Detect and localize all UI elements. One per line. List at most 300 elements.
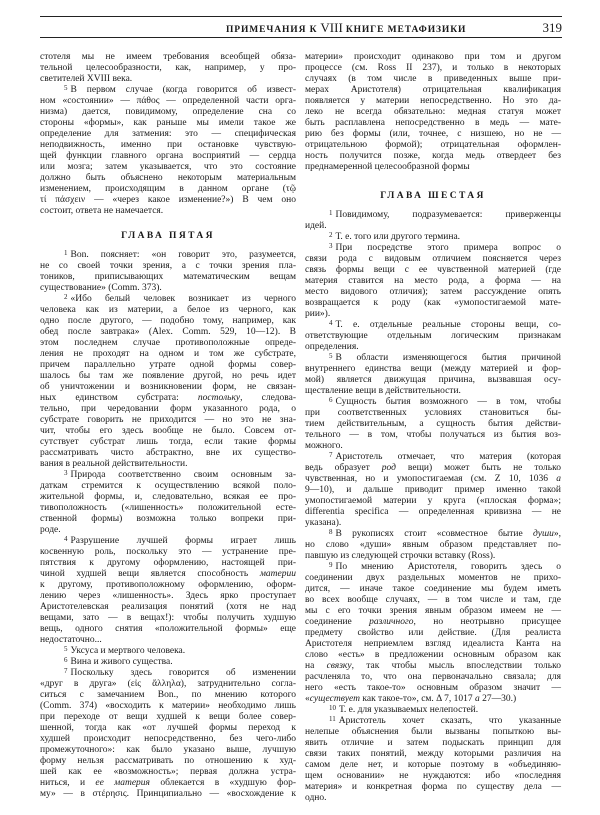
text-line (305, 683, 561, 694)
text-line (305, 540, 561, 551)
title-pre: ПРИМЕЧАНИЯ К (226, 25, 318, 35)
italic-text: род (381, 463, 396, 473)
line-text: отрицательною формой); отрицательная оформлен- (305, 140, 561, 150)
line-text: тием действительным, а сущность бытия действи- (305, 419, 561, 429)
line-text: преднамеренной целесообразной формы (305, 162, 470, 172)
text-line (40, 734, 296, 745)
footnote (40, 470, 296, 536)
line-text: соединении двух раздельных моментов не прихо- (305, 573, 561, 583)
text-line (40, 602, 296, 613)
footnote (305, 320, 561, 353)
line-text: расчленяла то, что она первоначально связала; для (305, 672, 561, 682)
line-text: предмету свойство или действие. (Для реалиста (305, 628, 561, 638)
text-line (305, 441, 561, 452)
footnote-number: 11 (329, 715, 336, 723)
line-text: жительной формы, и, следовательно, всякая ее про- (40, 492, 296, 502)
italic-text: ее материя (95, 778, 150, 788)
text-line (40, 767, 296, 778)
line-text: Природа соответственно своим основным за- (70, 470, 296, 480)
text-line (40, 712, 296, 723)
text-line (305, 151, 561, 162)
text-line (40, 525, 296, 536)
line-text: Аристотелевская реализация понятий (хотя не над (40, 602, 296, 612)
text-line (305, 650, 561, 661)
line-text: но слово «души» явным образом представляет по- (305, 540, 561, 550)
line-text: к другому, противоположному оформлению, оформ- (40, 580, 296, 590)
text-line (305, 639, 561, 650)
text-line (40, 294, 296, 305)
italic-text: постольку (197, 393, 241, 403)
line-text: связь формы вещи с ее чувственной материей (где (305, 265, 561, 275)
text-line (40, 63, 296, 74)
line-text: как такое-то», см. Δ 7, 1017 (360, 694, 476, 704)
line-text: стотеля мы не имеем требования всеобщей обяза- (40, 52, 296, 62)
footnote-number: 8 (329, 528, 333, 536)
text-line (40, 789, 296, 800)
line-text: процессе (см. Ross II 237), и только в некоторых (305, 63, 561, 73)
text-line (305, 716, 561, 727)
text-line (40, 591, 296, 602)
text-line (40, 393, 296, 404)
text-line (305, 254, 561, 265)
line-text: неподвижность, именно при остановке чувствую- (40, 140, 296, 150)
line-text: существование» (Comm. 373). (40, 283, 162, 293)
line-text: шалось бы там же появление другой, но речь идет (40, 371, 296, 381)
line-text: связи таких понятий, между которыми различия на (305, 749, 561, 759)
text-line (40, 569, 296, 580)
italic-text: различного (369, 617, 414, 627)
line-text: него «есть такое-то» основным образом значит — (305, 683, 561, 693)
line-text: При посредстве этого примера вопрос о (335, 243, 561, 253)
line-text: Bon. поясняет: «он говорит это, разумеется, (70, 250, 296, 260)
line-text: должно быть объяснено некоторым материальным (40, 173, 296, 183)
text-line (305, 529, 561, 540)
line-text: промежуточного»: как было указано выше, лучшую (40, 745, 296, 755)
footnote-number: 10 (329, 704, 336, 712)
line-text: шенной, тогда как «от лучшей формы переход к (40, 723, 296, 733)
text-line (305, 140, 561, 151)
line-text: форму нельзя рассматривать по отношению к худ- (40, 756, 296, 766)
line-text: В первом случае (когда говорится об извест- (70, 85, 296, 95)
text-line (305, 584, 561, 595)
footnote-number: 4 (64, 535, 68, 543)
text-line (40, 338, 296, 349)
line-text: ность получится позже, когда медь отвердеет без (305, 151, 561, 161)
line-text: самом деле нет, и которые поэтому в «объединяю- (305, 760, 561, 770)
text-line (40, 624, 296, 635)
line-text: В области изменяющегося бытия причиной (335, 353, 561, 363)
line-text: даткам стремится к осуществлению всякой поло- (40, 481, 296, 491)
text-line (40, 327, 296, 338)
text-line (40, 635, 296, 646)
text-line (40, 558, 296, 569)
footnote (305, 716, 561, 804)
italic-text: материи (259, 569, 296, 579)
footnote (305, 705, 561, 716)
line-text: лению через «лишенность». Здесь ярко проступает (40, 591, 296, 601)
text-line (40, 778, 296, 789)
line-text: вещь, одного снятия «положительной формы» еще (40, 624, 296, 634)
italic-text: души (533, 529, 554, 539)
text-line (40, 756, 296, 767)
line-text: Т. е. того или другого термина. (335, 232, 461, 242)
text-line (305, 474, 561, 485)
text-line (305, 694, 561, 705)
line-text: мы с его точки зрения явным образом имеем не — (305, 606, 561, 616)
line-text: идей. (305, 221, 327, 231)
line-text: чиной худшей вещи является способность (40, 569, 260, 579)
footnote-number: 4 (329, 319, 333, 327)
line-text: или мозга; затем указывается, что это состояние (40, 162, 296, 172)
line-text: недостаточно... (40, 635, 102, 645)
text-line (305, 265, 561, 276)
text-line (40, 305, 296, 316)
text-line (305, 595, 561, 606)
line-text: Аристотеля неприемлем взгляд идеалиста Канта на (305, 639, 561, 649)
text-line (305, 661, 561, 672)
text-line (305, 74, 561, 85)
line-text: щем основании» не нуждаются: ибо «последняя (305, 771, 561, 781)
line-text: «друг в друга» (εἰς ἄλληλα), затруднительно согла- (40, 679, 296, 689)
title-post: КНИГЕ МЕТАФИЗИКИ (345, 25, 467, 35)
text-line (305, 562, 561, 573)
line-text: мерах Аристотеля) отрицательная квалификация (305, 85, 561, 95)
line-text: тоников, приписывающих математическим вещам (40, 272, 296, 282)
line-text: случаях (в том числе в приведенных выше при- (305, 74, 561, 84)
text-line (305, 496, 561, 507)
text-line (305, 162, 561, 173)
text-line (305, 129, 561, 140)
text-line (40, 52, 296, 63)
text-line (40, 668, 296, 679)
text-line (40, 96, 296, 107)
line-text: ных единством субстрата: (40, 393, 198, 403)
line-text: облекается в «худшую фор- (149, 778, 297, 788)
line-text: пятствия к другому оформлению, настоящей при- (40, 558, 296, 568)
text-line (40, 745, 296, 756)
text-line (40, 426, 296, 437)
text-line (40, 129, 296, 140)
line-text: сутствует субстрат лишь тогда, если такие формы (40, 437, 296, 447)
line-text: причем параллельно утрате одной формы совер- (40, 360, 296, 370)
line-text: определение для затмения: это — специфическая (40, 129, 296, 139)
line-text: одно после другого, — подобно тому, например, как (40, 316, 296, 326)
line-text: явить отличие и затем подыскать принцип для (305, 738, 561, 748)
text-line (40, 646, 296, 657)
text-line (305, 419, 561, 430)
footnote-number: 3 (64, 469, 68, 477)
footnote (40, 294, 296, 470)
text-line (305, 331, 561, 342)
text-line (40, 173, 296, 184)
line-text: шей как ее «возможность»; первая должна устра- (40, 767, 296, 777)
line-text: человека как из материи, а белое из черного, как (40, 305, 296, 315)
text-line (305, 705, 561, 716)
text-line (305, 452, 561, 463)
line-text: леко не всегда обязательно: медная статуя может (305, 107, 561, 117)
header-rule-bottom (40, 37, 562, 38)
line-text: быть расплавлена непосредственно в медь — мате- (305, 118, 561, 128)
text-line (40, 492, 296, 503)
line-text: рию без формы (или, точнее, с низшею, но не — (305, 129, 561, 139)
footnote (40, 646, 296, 657)
text-line (40, 349, 296, 360)
line-text: этом последнем случае противоположные опреде- (40, 338, 296, 348)
text-line (305, 276, 561, 287)
line-text: при соответственных условиях становиться бы- (305, 408, 561, 418)
text-line (305, 221, 561, 232)
line-text: , но неотрывно присущее (413, 617, 561, 627)
text-line (305, 760, 561, 771)
text-line (40, 415, 296, 426)
line-text: умопостигаемой материи у круга («плоская форма»; (305, 496, 561, 506)
text-line (305, 551, 561, 562)
line-text: Повидимому, подразумевается: приверженцы (335, 210, 561, 220)
line-text: Т. е. отдельные реальные стороны вещи, со- (335, 320, 561, 330)
line-text: ном «состоянии» — πάθος — определенной части орга- (40, 96, 296, 106)
line-text: щей функции главного органа восприятий — сердца (40, 151, 296, 161)
line-text: ществление вещи в действительности. (305, 386, 461, 396)
text-line (40, 85, 296, 96)
text-line (40, 481, 296, 492)
text-line (40, 547, 296, 558)
text-line (40, 503, 296, 514)
text-line (305, 309, 561, 320)
text-line (305, 52, 561, 63)
footnote (305, 243, 561, 320)
text-line (40, 151, 296, 162)
left-column (40, 52, 296, 800)
line-text: ления не проходят на одном и том же субстрате, (40, 349, 296, 359)
text-line (305, 118, 561, 129)
line-text: появляется у материи непосредственно. Но это да- (305, 96, 561, 106)
line-text: (Comm. 374) «восходить к материи» необходимо лишь (40, 701, 296, 711)
text-line (40, 261, 296, 272)
text-line (40, 206, 296, 217)
line-text: рии»). (305, 309, 331, 319)
line-text: не со своей точки зрения, а с точки зрения пла- (40, 261, 296, 271)
line-text: материи» происходит одинаково при том и другом (305, 52, 561, 62)
line-text: рассматривать чисто абстрактно, вне их существо- (40, 448, 296, 458)
text-line (40, 679, 296, 690)
line-text: светителей XVIII века. (40, 74, 133, 84)
text-line (305, 243, 561, 254)
text-line (40, 448, 296, 459)
text-line (40, 195, 296, 206)
text-line (305, 617, 561, 628)
footnote-continuation (40, 52, 296, 85)
footnote (305, 529, 561, 562)
text-line (40, 613, 296, 624)
line-text: роде. (40, 525, 61, 535)
line-text: при переходе от вещи худшей к вещи более совер- (40, 712, 296, 722)
line-text: материя» и конкретная форма по существу дела — (305, 782, 561, 792)
line-text: нелепые объяснения были вызваны попыткою вы- (305, 727, 561, 737)
footnote (305, 210, 561, 232)
running-head-title (226, 22, 466, 36)
line-text: внутреннего единства вещи (между материей и фор- (305, 364, 561, 374)
footnote-number: 7 (64, 667, 68, 675)
line-text: мой) является движущая причина, вызвавшая осу- (305, 375, 561, 385)
text-line (305, 573, 561, 584)
line-text: на (305, 661, 327, 671)
text-line (40, 162, 296, 173)
line-text: чувственная, но и умопостигаемая (см. Z 10, 1036 (305, 474, 557, 484)
text-line (305, 364, 561, 375)
line-text: му» — в στέρησις. Принципиально — «восхождение к (40, 789, 296, 799)
line-text: во всех вообще случаях, — в том числе и там, где (305, 595, 561, 605)
chapter-heading: ГЛАВА ПЯТАЯ (121, 231, 215, 241)
text-line (40, 437, 296, 448)
text-line (305, 606, 561, 617)
line-text: об уничтожении и возникновении форм, не связан- (40, 382, 296, 392)
line-text: можного. (305, 441, 343, 451)
text-line (305, 771, 561, 782)
line-text: 9—10), и дальше приводит пример именно такой (305, 485, 561, 495)
text-line (40, 723, 296, 734)
line-text: В рукописях стоит «совместное бытие (335, 529, 534, 539)
line-text: связи рода с видовым отличием поясняется через (305, 254, 561, 264)
line-text: вещи) может быть не только (395, 463, 561, 473)
italic-text: связку (326, 661, 352, 671)
text-line (305, 430, 561, 441)
text-line (305, 342, 561, 353)
title-roman-numeral: VIII (320, 20, 343, 35)
line-text: « (305, 694, 310, 704)
text-line (305, 518, 561, 529)
line-text: Аристотель хочет сказать, что указанные (338, 716, 561, 726)
text-line (40, 657, 296, 668)
text-line (40, 470, 296, 481)
text-line (40, 404, 296, 415)
right-column (305, 52, 561, 804)
text-line (40, 371, 296, 382)
line-text: τί πάσχειν — «через какое изменение?») В чем оно (40, 195, 296, 205)
text-line (305, 63, 561, 74)
text-line (305, 408, 561, 419)
footnote (40, 668, 296, 800)
text-line (305, 232, 561, 243)
text-line (305, 375, 561, 386)
line-text: изменением, происходящим в данном органе (τῷ (40, 184, 296, 194)
text-line (305, 463, 561, 474)
footnote (40, 250, 296, 294)
line-text: По мнению Аристотеля, говорить здесь о (335, 562, 561, 572)
line-text: стороны «формы», как раньше мы имели такое же (40, 118, 296, 128)
page-number: 319 (542, 20, 562, 35)
text-line (40, 536, 296, 547)
line-text: Т. е. для указываемых нелепостей. (339, 705, 479, 715)
line-text: чит, чтобы его здесь вообще не было. Совсем от- (40, 426, 296, 436)
text-line (40, 140, 296, 151)
line-text: ответствующие отдельным логическим признакам (305, 331, 561, 341)
line-text: Поскольку здесь говорится об изменении (70, 668, 296, 678)
line-text: ственной формы) возможна только вопреки при- (40, 514, 296, 524)
footnote (305, 353, 561, 397)
line-text: тельной целесообразности, как, например, у про- (40, 63, 296, 73)
text-line (305, 320, 561, 331)
footnote-number: 7 (329, 451, 333, 459)
text-line (305, 85, 561, 96)
text-line (305, 628, 561, 639)
text-line (305, 397, 561, 408)
footnote-number: 6 (64, 656, 68, 664)
footnote-number: 2 (64, 293, 68, 301)
text-line (305, 485, 561, 496)
line-text: соединение (305, 617, 370, 627)
line-text: differentia specifica — определенная кривизна — не (305, 507, 561, 517)
line-text: указана). (305, 518, 342, 528)
running-head (40, 20, 562, 36)
footnote-number: 6 (329, 396, 333, 404)
footnote-continuation (305, 52, 561, 173)
text-line (40, 283, 296, 294)
line-text: ниться, и (40, 778, 96, 788)
line-text: , следова- (240, 393, 297, 403)
text-line (305, 96, 561, 107)
header-rule-top (40, 16, 562, 17)
footnote (305, 397, 561, 452)
footnote-number: 1 (329, 209, 333, 217)
text-line (40, 250, 296, 261)
line-text: тельно, при чередовании форм указанного рода, о (40, 404, 296, 414)
text-line (40, 184, 296, 195)
line-text: Разрушение лучшей формы играет лишь (70, 536, 296, 546)
chapter-heading: ГЛАВА ШЕСТАЯ (380, 191, 486, 201)
line-text: Аристотель отмечает, что материя (которая (335, 452, 561, 462)
text-line (305, 793, 561, 804)
footnote-number: 1 (64, 249, 68, 257)
line-text: Уксуса и мертвого человека. (70, 646, 186, 656)
line-text: », (553, 529, 561, 539)
text-line (40, 316, 296, 327)
text-line (305, 507, 561, 518)
line-text: худшей происходит непосредственно, без чего-либо (40, 734, 296, 744)
line-text: дится, — иначе такое соединение мы будем иметь (305, 584, 561, 594)
footnote-number: 2 (329, 231, 333, 239)
line-text: тельного — в том, чтобы получаться из бытия воз- (305, 430, 561, 440)
text-line (305, 749, 561, 760)
line-text: низма) дается, повидимому, определение сна со (40, 107, 296, 117)
text-line (40, 360, 296, 371)
text-line (305, 287, 561, 298)
line-text: обед после завтрака» (Alex. Comm. 529, 10—12). В (40, 327, 296, 337)
footnote (40, 536, 296, 646)
line-text: вещами, зато — в вещах!): чтобы получить худшую (40, 613, 296, 623)
footnote-number: 5 (64, 645, 68, 653)
text-line (305, 353, 561, 364)
text-line (305, 107, 561, 118)
line-text: состоит, ответа не намечается. (40, 206, 164, 216)
line-text: Вина и живого существа. (70, 657, 173, 667)
text-line (305, 782, 561, 793)
line-text: павшую из следующей строчки вставку (Ross). (305, 551, 496, 561)
text-line (305, 386, 561, 397)
line-text: вания в реальной действительности. (40, 459, 188, 469)
text-line (305, 738, 561, 749)
line-text: «Ибо белый человек возникает из черного (70, 294, 296, 304)
italic-text: существует (309, 694, 360, 704)
text-line (305, 672, 561, 683)
line-text: слово «есть» в предложении основным образом как (305, 650, 561, 660)
text-line (40, 272, 296, 283)
line-text: ведь образует (305, 463, 382, 473)
italic-text: a (556, 474, 561, 484)
text-line (40, 580, 296, 591)
footnote (305, 232, 561, 243)
line-text: 27—30.) (479, 694, 517, 704)
text-line (40, 459, 296, 470)
